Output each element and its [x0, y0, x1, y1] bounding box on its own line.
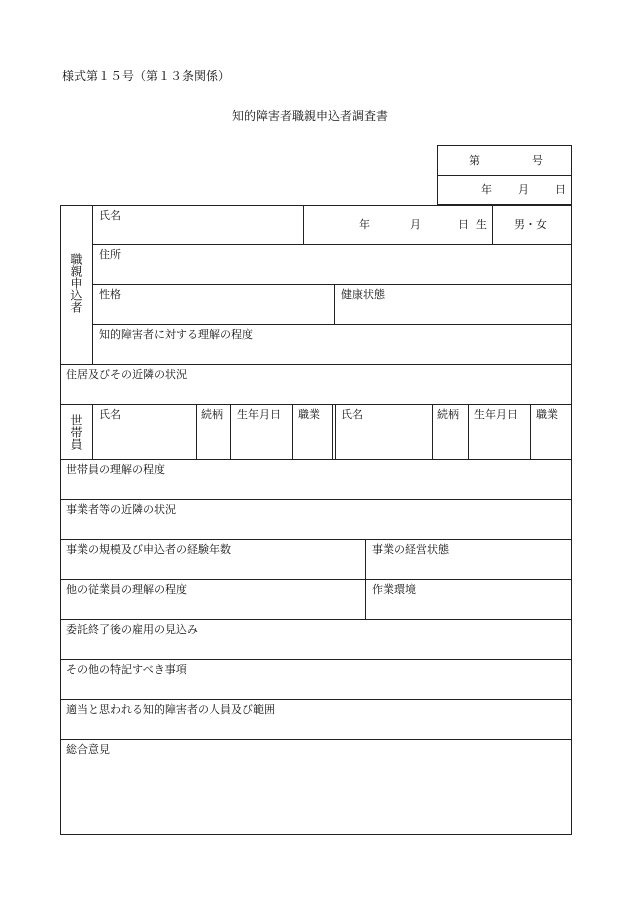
applicant-understanding-label: 知的障害者に対する理解の程度 [99, 328, 253, 341]
business-neighborhood-label: 事業者等の近隣の状況 [66, 503, 176, 516]
date-day: 日 [555, 183, 566, 196]
applicant-health-label: 健康状態 [341, 288, 385, 301]
applicant-address-label: 住所 [99, 248, 121, 261]
business-management-label: 事業の経営状態 [372, 543, 449, 556]
household-understanding-label: 世帯員の理解の程度 [66, 463, 165, 476]
number-dai: 第 [469, 154, 480, 167]
residence-label: 住居及びその近隣の状況 [66, 368, 187, 381]
gender-field[interactable]: 男・女 [514, 218, 547, 231]
applicant-section-label: 職親申込者 [69, 253, 83, 313]
household-section-label: 世帯員 [69, 414, 83, 450]
form-number: 様式第１５号（第１３条関係） [62, 69, 231, 83]
birth-month-label: 月 [410, 218, 421, 231]
date-year: 年 [481, 183, 492, 196]
birth-year-label: 年 [359, 218, 370, 231]
household-col-birthdate-2: 生年月日 [474, 408, 518, 421]
survey-table [60, 205, 572, 835]
employee-understanding-label: 他の従業員の理解の程度 [66, 583, 187, 596]
suitable-persons-label: 適当と思われる知的障害者の人員及び範囲 [66, 703, 275, 716]
household-col-birthdate-1: 生年月日 [237, 408, 281, 421]
household-col-occupation-1: 職業 [298, 408, 320, 421]
page-title: 知的障害者職親申込者調査書 [232, 109, 389, 123]
work-environment-label: 作業環境 [372, 583, 416, 596]
household-col-relation-2: 続柄 [437, 408, 459, 421]
household-col-name-1: 氏名 [99, 408, 121, 421]
business-scale-label: 事業の規模及び申込者の経験年数 [66, 543, 231, 556]
employment-outlook-label: 委託終了後の雇用の見込み [66, 623, 198, 636]
applicant-name-label: 氏名 [99, 209, 121, 222]
household-col-occupation-2: 職業 [536, 408, 558, 421]
household-col-relation-1: 続柄 [201, 408, 223, 421]
birth-day-label: 日 [458, 218, 469, 231]
date-month: 月 [518, 183, 529, 196]
number-go: 号 [532, 154, 543, 167]
overall-opinion-label: 総合意見 [66, 743, 110, 756]
special-notes-label: その他の特記すべき事項 [66, 663, 187, 676]
applicant-personality-label: 性格 [99, 288, 121, 301]
birth-sei-label: 生 [476, 218, 487, 231]
household-col-name-2: 氏名 [341, 408, 363, 421]
